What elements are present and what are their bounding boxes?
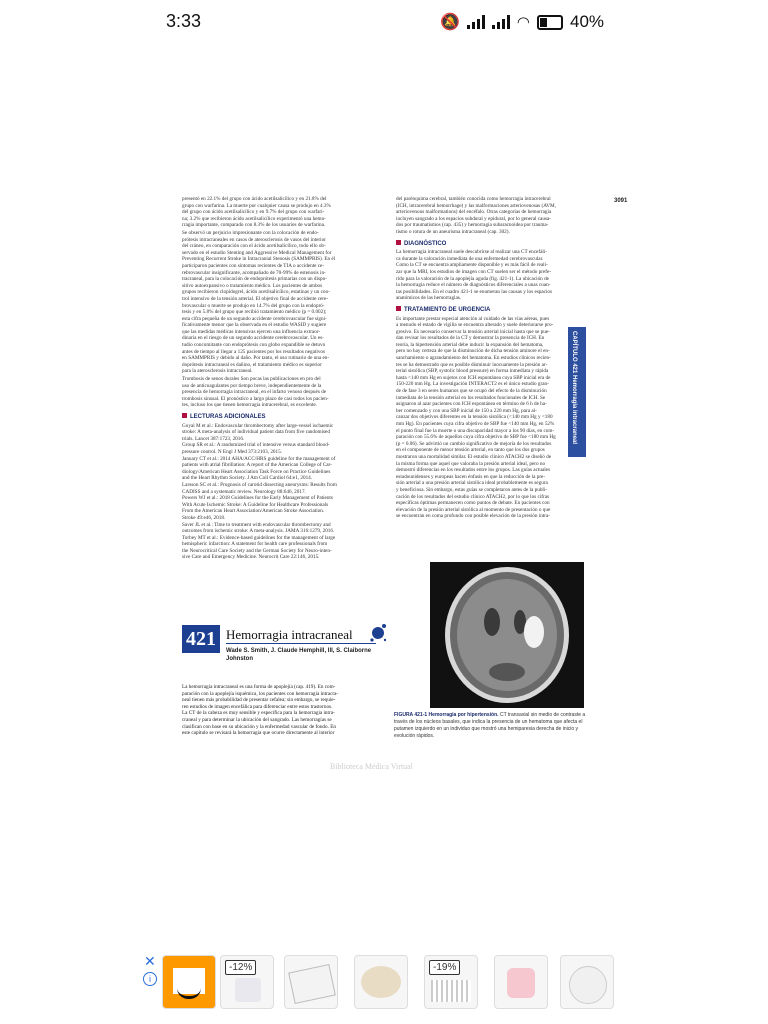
- text-line: el punto final fue la muerte o una discapacidad mayor a los 90 días, en com-: [396, 427, 555, 434]
- battery-percent: 40%: [570, 12, 605, 31]
- text-line: y beneficiosa. Sin embargo, estas guías se completaron antes de la publi-: [396, 486, 548, 493]
- reference-line: Goyal M et al.: Endovascular thrombectomy after large-vessel ischaemic: [182, 422, 334, 429]
- ad-item-5[interactable]: [494, 955, 548, 1009]
- text-line: mostraron una mortalidad similar. El estudio clínico ATACH2 se diseñó de: [396, 453, 552, 460]
- text-line: este capítulo se revisará la hemorragia que ocurre directamente al interior: [182, 730, 335, 737]
- text-line: inmediata de la tensión arterial en los resultados funcionales de ICH. Se: [396, 394, 546, 401]
- status-time: 3:33: [166, 11, 202, 31]
- text-line: la hemorragia reduce el número de diagnósticos diferenciales a unas cuan-: [396, 282, 551, 289]
- text-line: neal tienen más probabilidad de presentar cefalea; sin embargo, se requie-: [182, 697, 336, 704]
- reference-line: Group SR et al.: A randomized trial of intensive versus standard blood-: [182, 442, 330, 449]
- text-line: rragia importante, comparado con 8.3% de los usuarios de warfarina.: [182, 222, 326, 229]
- text-line: demostró diferencias en los resultados entre los grupos. Las guías actuales: [396, 467, 550, 474]
- discount-badge: -19%: [429, 960, 460, 975]
- text-line: esta cifra pequeña de un segundo accidente cerebrovascular fue signi-: [182, 315, 327, 322]
- ink-splash-icon: [368, 621, 388, 645]
- text-line: cación de los resultados del estudio clínico ATACH2, por lo que los cifras: [396, 493, 550, 500]
- text-line: del parénquima cerebral, también conocida como hemorragia intracerebral: [396, 196, 551, 202]
- ad-item-3[interactable]: [354, 955, 408, 1009]
- text-line: teoría, la hipertensión arterial debe inducir la expansión del hematoma,: [396, 341, 544, 348]
- text-line: Como la CT se encuentra ampliamente disponible y es más fácil de reali-: [396, 262, 548, 269]
- text-line: Se observó un perjuicio impresionante con la colocación de endo-: [182, 229, 319, 236]
- text-line: rido para la valoración de la apoplejía aguda (fig. 421-1). La ubicación de: [396, 275, 549, 282]
- text-line: trombosis sinusal. El pronóstico a largo plazo de casi todos los pacien-: [182, 395, 329, 402]
- reference-line: Torbey MT et al.: Evidence-based guidelines for the management of large: [182, 534, 336, 541]
- left-paragraph-3: [182, 376, 388, 409]
- text-line: tesis y en 5.8% del grupo que recibió tratamiento médico (p = 0.002);: [182, 309, 327, 316]
- text-line: canzar dos objetivos diferentes en la tensión sistólica (<140 mm Hg y <180: [396, 414, 553, 421]
- ct-scan-image: [430, 562, 584, 708]
- text-line: tismo o rotura de un aneurisma intracraneal (cap. 302).: [396, 228, 510, 235]
- reference-line: Saver JL et al.: Time to treatment with endovascular thrombectomy and: [182, 521, 331, 528]
- text-line: servado en el estudio Stenting and Aggressive Medical Management for: [182, 249, 332, 256]
- reference-line: Larsson SC et al.: Prognosis of carotid dissecting aneurysms: Results from: [182, 481, 337, 488]
- amazon-smile-icon: [177, 988, 201, 999]
- left-intro: [182, 196, 388, 229]
- text-line: ber comenzado y con una SBP inicial de 150 a 220 mm Hg, para al-: [396, 407, 537, 414]
- text-line: Es importante prestar especial atención al cuidado de las vías aéreas, pues: [396, 315, 550, 322]
- wifi-icon: ◠: [516, 14, 531, 31]
- ad-item-2[interactable]: [284, 955, 338, 1009]
- ad-item-1[interactable]: [220, 955, 274, 1009]
- right-intro: [396, 196, 602, 236]
- ad-info-icon[interactable]: i: [143, 972, 157, 986]
- reference-line: sive Care and Emergency Medicine. Neurocrit Care 22:146, 2015.: [182, 554, 320, 561]
- text-line: dos por traumatismos (cap. 435) y hemorragia subaracnoidea por trauma-: [396, 222, 549, 229]
- text-line: dinaria en el riesgo de un segundo accidente cerebrovascular. Un es-: [182, 335, 324, 342]
- text-line: craneal y para determinar la ubicación del sangrado. Las hemorragias se: [182, 716, 332, 723]
- text-line: grupos recibieron clopidogrel, ácido acetilsalicílico, estatinas y un con-: [182, 289, 330, 296]
- text-line: doprótesis intracraneal es dañino, el tratamiento médico es superior: [182, 361, 322, 368]
- text-line: clasifican con base en su ubicación y la enfermedad vascular de fondo. En: [182, 723, 336, 730]
- reference-line: Powers WJ et al.: 2018 Guidelines for the Early Management of Patients: [182, 495, 333, 502]
- mute-icon: 🔕: [440, 14, 460, 31]
- text-line: arteriovenous malformations) del encéfalo. Otras categorías de hemorragia: [396, 209, 552, 216]
- reference-line: stroke: A meta-analysis of individual patient data from five randomised: [182, 429, 330, 436]
- text-line: para la aterosclerosis intracraneal.: [182, 368, 253, 375]
- text-line: La CT de la cabeza es muy sensible y específica para la hemorragia intra-: [182, 710, 335, 717]
- text-line: gresivo. Es necesario conservar la tensión arterial inicial hasta que se pue-: [396, 328, 550, 335]
- chapter-number: 421: [182, 625, 220, 653]
- text-line: tudio concomitante con endoprótesis con globo expandible se detuvo: [182, 342, 326, 349]
- reference-line: CADISS and a systematic review. Neurology 88:646, 2017.: [182, 488, 306, 495]
- diagnosis-text: [396, 249, 602, 302]
- text-line: mm Hg). En pacientes cuya cifra objetivo de SBP fue <140 mm Hg, en 52%: [396, 421, 555, 427]
- text-line: presentó en 22.1% del grupo con ácido acetilsalicílico y en 21.8% del: [182, 196, 327, 202]
- text-line: que las medidas médicas intensivas ejercen una influencia extraor-: [182, 328, 321, 335]
- text-line: participaron pacientes con síntomas recientes de TIA o accidente ce-: [182, 262, 325, 269]
- text-line: La hemorragia intracraneal es una forma de apoplejía (cap. 419). En com-: [182, 684, 336, 690]
- text-line: (ICH, intracerebral hemorrhage) y las malformaciones arteriovenosas (AVM,: [396, 202, 556, 209]
- text-line: estadounidenses y europeas hacen énfasis en que la reducción de la pre-: [396, 473, 546, 480]
- text-line: hasta <140 mm Hg en sujetos con ICH espontánea cuya SBP inicial era de: [396, 374, 551, 381]
- left-paragraph-2: [182, 230, 388, 375]
- status-icons: [440, 12, 604, 32]
- product-shape: [569, 966, 607, 1004]
- text-line: sión arterial a una presión arterial sistólica ideal probablemente es segura: [396, 480, 548, 487]
- signal-icon: [467, 15, 485, 29]
- discount-badge: -12%: [225, 960, 256, 975]
- text-line: ficativamente menor que la observada en el estudio WASID y sugiere: [182, 322, 327, 329]
- page-number: 3091: [614, 198, 628, 204]
- ad-close-icon[interactable]: ✕: [144, 953, 156, 969]
- reference-line: and the Heart Rhythm Society. J Am Coll Cardiol 64:e1, 2014.: [182, 475, 313, 482]
- text-line: asignaron al azar pacientes con ICH espontánea en término de 6 h de ha-: [396, 401, 547, 408]
- reference-line: pressure control. N Engl J Med 373:2103, 2015.: [182, 448, 282, 455]
- text-line: na; 3.2% que recibieron ácido acetilsalicílico experimentó una hemo-: [182, 215, 326, 222]
- readings-list: [182, 423, 388, 561]
- diagnosis-heading: DIAGNÓSTICO: [396, 240, 602, 248]
- reference-line: the Neurocritical Care Society and the German Society for Neuro-inten-: [182, 547, 332, 554]
- readings-heading: LECTURAS ADICIONALES: [182, 413, 388, 421]
- urgent-heading: TRATAMIENTO DE URGENCIA: [396, 306, 602, 314]
- text-line: se encuentran en coma profundo con posible elevación de la presión intra-: [396, 513, 550, 520]
- ad-bar: [0, 952, 768, 1024]
- text-line: prótesis intracraneales en casos de aterosclerosis de vasos del interior: [182, 236, 326, 243]
- text-line: brovascular o muerte se produjo en 14.7% del grupo con la endopró-: [182, 302, 325, 309]
- text-line: tas posibilidades. En el cuadro 421-1 se enumeran las causas y los espacios: [396, 288, 553, 295]
- text-line: ren estudios de imagen encefálica para diferenciar entre estos trastornos.: [182, 703, 333, 710]
- text-line: del cráneo, en comparación con el ácido acetilsalicílico, todo ello ob-: [182, 243, 326, 250]
- text-line: grupo con warfarina. La muerte por cualquier causa se produjo en 4.3%: [182, 202, 331, 209]
- reference-line: Stroke 49:e46, 2018.: [182, 514, 226, 521]
- text-line: Trombosis de senos durales Son pocas las publicaciones en pro del: [182, 376, 321, 383]
- watermark: Biblioteca Médica Virtual: [330, 762, 413, 771]
- product-shape: [288, 964, 336, 1004]
- text-line: trol intensivo de la tensión arterial. El objetivo final de accidente cere-: [182, 295, 329, 302]
- text-line: dan revisar los resultados de la CT y demostrar la presencia de ICH. En: [396, 335, 545, 342]
- reference-line: trials. Lancet 387:1723, 2016.: [182, 435, 245, 442]
- figure-caption-label: FIGURA 421-1 Hemorragia por hipertensión.: [394, 712, 499, 718]
- product-shape: [431, 980, 471, 1002]
- ad-item-amazon[interactable]: [162, 955, 216, 1009]
- reference-line: hemispheric infarction: A statement for health care professionals from: [182, 541, 328, 548]
- text-line: terial sistólica (SBP, systolic blood pressure) en forma inmediata y rápida: [396, 368, 549, 375]
- figure-caption-text: CT transaxial sin medio de contraste a través de los núcleos basales, que indica la presencia de un hematoma que afecta el putamen izquierdo en un individuo que mostró una hemiparesia derecha de inicio y evolución rápidos.: [394, 712, 586, 739]
- figure-caption: [394, 712, 588, 740]
- ad-item-6[interactable]: [560, 955, 614, 1009]
- ad-item-4[interactable]: [424, 955, 478, 1009]
- text-line: tracraneal, para la colocación de endoprótesis primarias con un dispo-: [182, 276, 327, 283]
- text-line: del grupo con ácido acetilsalicílico y en 9.7% del grupo con warfari-: [182, 209, 325, 216]
- chapter-authors: Wade S. Smith, J. Claude Hemphill, III, S. Claiborne Johnston: [226, 648, 372, 662]
- text-line: en el componente de menor tensión arterial, en tanto que los dos grupos: [396, 447, 545, 454]
- text-line: anatómicos de las hemorragias.: [396, 295, 462, 302]
- side-tab-label: CAPÍTULO 421 Hemorragia intracraneal: [571, 331, 577, 445]
- text-line: ca durante la valoración inmediata de una enfermedad cerebrovascular.: [396, 255, 544, 262]
- product-shape: [361, 966, 401, 998]
- text-line: rebrovascular insignificante, acompañado de 70-99% de estenosis in-: [182, 269, 326, 276]
- text-line: La hemorragia intracraneal suele descubrirse al realizar una CT encefáli-: [396, 249, 547, 256]
- reference-line: From the American Heart Association/American Stroke Association.: [182, 508, 325, 515]
- text-line: a menudo el estado de vigilia se encuentra alterado y suele deteriorarse pro-: [396, 322, 554, 329]
- status-bar: [0, 0, 768, 46]
- text-line: en SAMMPRIS y debido al daño. Por tanto, el uso rutinario de una en-: [182, 355, 330, 362]
- text-line: incluyen sangrado a los espacios subdural y epidural, por lo general causa-: [396, 215, 551, 222]
- text-line: paración con 55.6% de aquellos cuya cifra objetivo de SBP fue <180 mm Hg: [396, 434, 556, 441]
- text-line: uso de anticoagulantes por tiempo breve, independientemente de la: [182, 382, 322, 389]
- chapter-header: [182, 625, 402, 671]
- text-line: zar que la MRI, los estudios de imagen con CT suelen ser el método prefe-: [396, 268, 552, 275]
- ct-scan-drawing: [430, 562, 584, 708]
- text-line: tes se ha demostrado que es posible disminuir inocuamente la presión ar-: [396, 361, 548, 368]
- battery-icon: [537, 15, 563, 30]
- text-line: sanchamiento o agrandamiento del hematoma. En estudios clínicos recien-: [396, 355, 551, 362]
- reference-line: January CT et al.: 2014 AHA/ACC/HRS guideline for the management of: [182, 455, 336, 462]
- product-shape: [235, 978, 261, 1002]
- chapter-side-tab: [568, 327, 586, 457]
- text-line: pero no hay certeza de que la disminución de dicha tensión aminore el en-: [396, 348, 550, 355]
- text-line: sitivo autoexpansivo o tratamiento médico. Los pacientes de ambos: [182, 282, 323, 289]
- text-line: tes, incluso los que tienen hemorragia intracerebral, es excelente.: [182, 402, 317, 409]
- left-column: [182, 196, 388, 562]
- product-shape: [507, 968, 535, 998]
- chapter-intro: [182, 684, 388, 737]
- reference-line: diology/American Heart Association Task Force on Practice Guidelines: [182, 468, 331, 475]
- text-line: la misma forma que aquel que valoraba la presión arterial ideal, pero no: [396, 460, 546, 467]
- signal-icon-2: [492, 15, 510, 29]
- text-line: elevación de la presión arterial sistólica al momento de presentación o que: [396, 506, 551, 513]
- text-line: Preventing Recurrent Stroke in Intracranial Stenosis (SAMMPRIS). En él: [182, 256, 336, 263]
- text-line: (p = 0.06). Se advirtió un cambio significativo de mejoría de los resultados: [396, 440, 552, 447]
- text-line: específicas óptimas permanecen como puntos de debate. En pacientes con: [396, 500, 550, 507]
- chapter-title: Hemorragia intracraneal: [226, 627, 353, 642]
- text-line: 150-220 mm Hg. La investigación INTERACT2 es el único estudio gran-: [396, 381, 549, 388]
- text-line: antes de tiempo al llegar a 125 pacientes por los resultados negativos: [182, 348, 326, 355]
- text-line: de de fase 3 en seres humanos que se ocupó del efecto de la disminución: [396, 388, 547, 395]
- reference-line: outcomes from ischemic stroke: A meta-analysis. JAMA 316:1279, 2016.: [182, 528, 335, 535]
- reference-line: With Acute Ischemic Stroke: A Guideline for Healthcare Professionals: [182, 501, 329, 508]
- text-line: presencia de hemorragia intracraneal, en el infarto venoso después de: [182, 389, 327, 396]
- text-line: paración con la apoplejía isquémica, los pacientes con hemorragia intracra-: [182, 690, 339, 697]
- chapter-rule: [226, 643, 376, 644]
- reference-line: patients with atrial fibrillation: A report of the American College of Car-: [182, 462, 332, 469]
